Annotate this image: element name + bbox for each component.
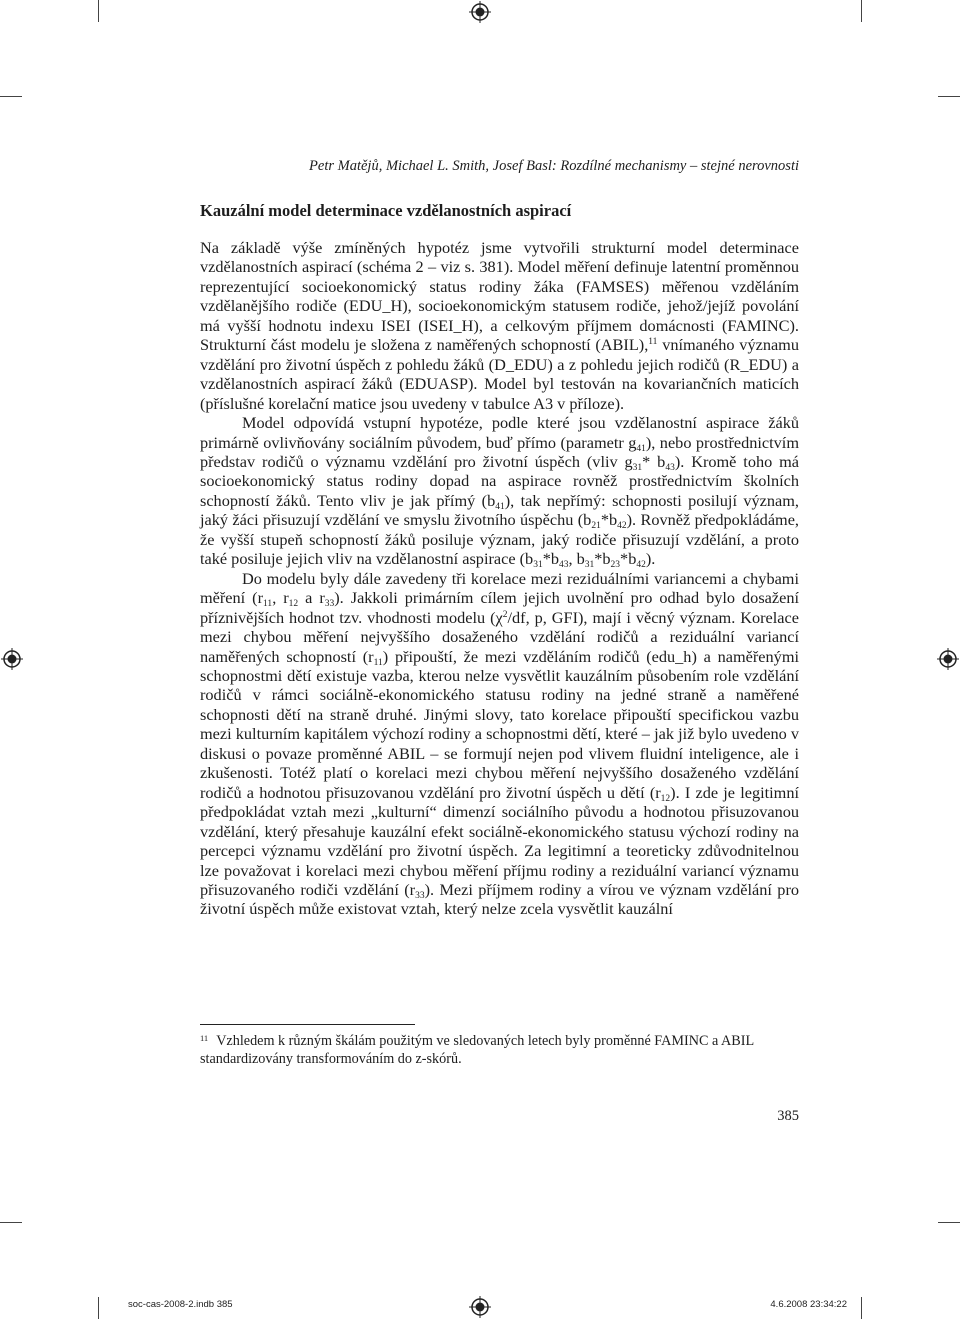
paragraph (200, 569, 799, 919)
subscript: 31 (584, 560, 595, 571)
text-run: ). Kromě toho má socioekonomický status rodiny dopad na aspirace rovněž prostřednictvím školních schopností žáků. Tento vliv je jak přímý (b (200, 451, 800, 510)
crop-mark (98, 0, 99, 22)
footnote (200, 1032, 799, 1068)
subscript: 12 (288, 599, 299, 610)
text-run: Do modelu byly dále zavedeny tři korelace mezi reziduálními variancemi a chybami měření (r (200, 568, 799, 608)
crop-mark (0, 1222, 22, 1223)
text-run: ), tak nepřímý: schopnosti posilují význam, jaký žáci přisuzují vzdělání ve smyslu životního úspěchu (b (200, 490, 799, 530)
subscript: 21 (591, 521, 601, 532)
registration-mark-icon (1, 648, 23, 670)
print-slug-datetime: 4.6.2008 23:34:22 (770, 1299, 847, 1310)
text-run: Na základě výše zmíněných hypotéz jsme vytvořili strukturní model determinace vzdělanostních aspirací (schéma 2 – viz s. 381). Model měření definuje latentní proměnnou reprezentující socioekonomický status rodiny žáka (FAMSES) měřenou vzděláním vzdělanějšího rodiče (EDU_H), socioekonomickým statusem rodiče, jehož/jejíž povolání má vyšší hodnotu indexu ISEI (ISEI_H), a celkovým příjmem domácnosti (FAMINC). Strukturní část modelu je složena z naměřených schopností (ABIL), (200, 238, 799, 355)
subscript: 41 (495, 501, 505, 512)
text-run: *b (620, 549, 637, 569)
subscript: 23 (610, 560, 621, 571)
subscript: 33 (324, 599, 335, 610)
text-run: , r (272, 588, 289, 608)
text-run: *b (594, 549, 611, 569)
crop-mark (938, 96, 960, 97)
crop-mark (861, 0, 862, 22)
text-run: ). (645, 549, 656, 569)
text-run: *b (542, 549, 559, 569)
paragraph (200, 413, 799, 569)
subscript: 11 (263, 599, 273, 610)
subscript: 11 (373, 657, 383, 668)
page-number: 385 (777, 1108, 799, 1124)
paragraph (200, 238, 799, 413)
text-run: , b (568, 549, 585, 569)
text-run: *b (600, 510, 618, 530)
registration-mark-icon (469, 1, 491, 23)
subscript: 12 (660, 793, 671, 804)
body-text (200, 238, 799, 919)
subscript: 41 (636, 443, 646, 454)
crop-mark (0, 96, 22, 97)
text-run: ). I zde je legitimní předpokládat vztah mezi „kulturní“ dimenzí sociálního původu a hodnotou přisuzovanou vzdělání, který přesahuje kauzální efekt sociálně-ekonomického statusu výchozí rodiny na percepci významu vzdělání pro životní úspěch. Za legitimní a teoreticky zdůvodnitelnou lze považovat i korelaci mezi chybou měření příjmu rodiny a reziduální variancí významu přisuzovaného rodiči vzdělání (r (200, 782, 799, 899)
footnote-reference[interactable]: 11 (648, 337, 658, 348)
subscript: 31 (533, 560, 543, 571)
print-slug-file: soc-cas-2008-2.indb 385 (128, 1299, 233, 1310)
crop-mark (861, 1297, 862, 1319)
text-run: vnímaného významu vzdělání pro životní úspěch z pohledu žáků (D_EDU) a z pohledu jejich rodičů (R_EDU) a vzdělanostních aspirací žáků (EDUASP). Model byl testován na kovariančních maticích (příslušné korelační matice jsou uvedeny v tabulce A3 v příloze). (200, 335, 799, 413)
text-run: ). Jakkoli primárním cílem jejich uvolnění pro odhad bylo dosažení příznivějších hodnot tzv. vhodnosti modelu (χ (200, 588, 799, 627)
text-run: ). Mezi příjmem rodiny a vírou ve význam vzdělání pro životní úspěch může existovat vztah, který nelze zcela vysvětlit kauzální (200, 879, 800, 919)
subscript: 33 (415, 890, 425, 901)
text-run: ) připouští, že mezi vzděláním rodičů (edu_h) a naměřenými schopnostmi dětí existuje vazba, kterou nelze vysvětlit kauzálním působením role vzdělání rodičů v rámci sociálně-ekonomického statusu rodiny na jedné straně a naměřené schopnosti dětí na straně druhé. Jinými slovy, tato korelace připouští specifickou vazbu mezi kulturním kapitálem výchozí rodiny a schopnostmi dětí, které – jak již bylo uvedeno v diskusi o povaze proměnné ABIL – se formují nejen pod vlivem fluidní inteligence, ale i zkušenosti. Totéž platí o korelaci mezi chybou měření nejvyššího dosaženého vzdělání rodičů a hodnotou přisuzovanou vzdělání pro životní úspěch u dětí (r (200, 646, 800, 802)
footnote-divider (200, 1024, 415, 1025)
text-run: a r (298, 588, 325, 608)
text-run: ), nebo prostřednictvím představ rodičů o významu vzdělání pro životní úspěch (vliv g (200, 432, 799, 471)
registration-mark-icon (469, 1296, 491, 1318)
subscript: 43 (665, 462, 675, 473)
subscript: 42 (636, 560, 646, 571)
superscript: 2 (502, 609, 508, 620)
text-run: Model odpovídá vstupní hypotéze, podle které jsou vzdělanostní aspirace žáků primárně ovlivňovány sociálním původem, buď přímo (parametr g (200, 413, 799, 452)
footnote-text: Vzhledem k různým škálám použitým ve sledovaných letech byly proměnné FAMINC a ABIL standardizovány transformováním do z-skórů. (200, 1033, 754, 1067)
subscript: 43 (558, 560, 569, 571)
section-heading: Kauzální model determinace vzdělanostních aspirací (200, 201, 572, 220)
crop-mark (98, 1297, 99, 1319)
footnote-number: 11 (200, 1033, 209, 1043)
text-run: * b (642, 451, 666, 471)
text-run: ). Rovněž předpokládáme, že vyšší stupeň schopností žáků posiluje význam, jaký rodiče přisuzují vzdělání, a proto také posiluje jejich vliv na vzdělanostní aspirace (b (200, 510, 800, 569)
crop-mark (938, 1222, 960, 1223)
running-header: Petr Matějů, Michael L. Smith, Josef Basl: Rozdílné mechanismy – stejné nerovnosti (309, 158, 799, 174)
text-run: /df, p, GFI), mají i věcný význam. Korelace mezi chybou měření nejvyššího dosaženého vzdělání rodičů a reziduální variancí naměřených schopností (r (200, 607, 799, 666)
registration-mark-icon (937, 648, 959, 670)
subscript: 42 (617, 521, 627, 532)
subscript: 31 (632, 462, 643, 473)
